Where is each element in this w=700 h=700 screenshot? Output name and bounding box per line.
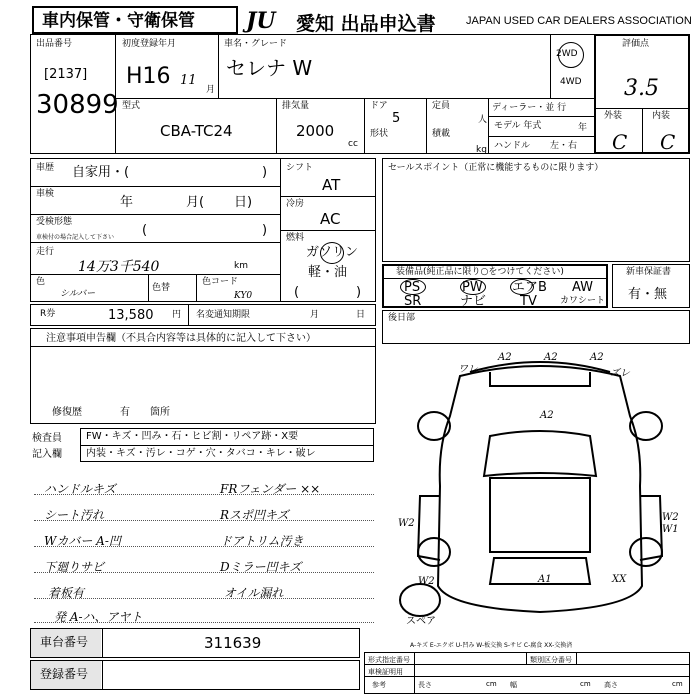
delivery-close: ) (262, 223, 268, 238)
certificate-label: 車検証明用 (368, 668, 403, 676)
note-left-6: 発 A-ハ、アヤト (54, 610, 143, 624)
note-right-1: FRフェンダー ×× (220, 482, 321, 496)
lot-bracket-number: [2137] (44, 67, 88, 82)
recycle-unit: 円 (172, 310, 182, 320)
fuel-light-oil: 軽・油 (308, 265, 348, 280)
divider (488, 116, 594, 117)
color-value: シルバー (60, 289, 96, 299)
post-box-label: 後日部 (388, 313, 416, 323)
rating-int-label: 内装 (652, 111, 671, 121)
diagram-legend: A-キズ E-エクボ U-凹み W-板交換 S-サビ C-腐食 XX-交換済 (410, 642, 573, 649)
registration-label: 初度登録年月 (122, 39, 177, 49)
use-close: ) (262, 165, 268, 180)
inspector-row-2: 内装・キズ・汚レ・コゲ・穴・タバコ・キレ・破レ (86, 448, 316, 459)
mark-a2-front-right: A2 (590, 352, 604, 363)
storage-badge-text: 車内保管・守衛保管 (42, 11, 195, 31)
registration-month: 11 (180, 73, 197, 88)
divider (80, 445, 374, 446)
org-title: 愛知 出品申込書 (296, 13, 436, 35)
mileage-label: 走行 (36, 247, 55, 257)
divider (364, 676, 690, 677)
caution-label: 注意事項申告欄（不具合内容等は具体的に記入して下さい） (46, 333, 316, 344)
model-label: 車名・グレード (224, 39, 288, 49)
equipment-tv: TV (520, 294, 537, 309)
fuel-other: ( (294, 285, 300, 300)
shift-label: シフト (286, 163, 314, 173)
inspection-label: 車検 (36, 189, 55, 199)
ju-logo (246, 8, 292, 32)
type-value: CBA-TC24 (160, 122, 233, 140)
mark-w2-left: W2 (398, 518, 415, 529)
color-code-label: 色コード (202, 277, 239, 287)
divider (576, 652, 577, 664)
equipment-ps: PS (404, 280, 421, 295)
divider (30, 346, 376, 347)
top-front (490, 372, 590, 386)
handle-options: 左・右 (550, 141, 578, 151)
ac-value: AC (320, 210, 341, 228)
color-label: 色 (36, 277, 46, 287)
displacement-value: 2000 (296, 122, 335, 140)
plate-label: 登録番号 (40, 667, 89, 681)
wheel-fr (630, 412, 662, 440)
delivery-label: 受検形態 (36, 217, 73, 227)
width-label: 幅 (510, 681, 517, 689)
car-damage-diagram (390, 346, 690, 636)
mark-w1-right: W1 (662, 524, 679, 535)
mark-w2-right: W2 (662, 512, 679, 523)
displacement-label: 排気量 (282, 101, 310, 111)
divider (102, 660, 103, 690)
note-left-5: 着板有 (48, 586, 85, 600)
note-right-5: オイル漏れ (224, 586, 284, 600)
rating-score: 3.5 (624, 76, 659, 101)
name-change-day: 日 (356, 310, 366, 320)
class-number-label: 類別区分番号 (530, 656, 572, 664)
fuel-other-close: ) (356, 285, 362, 300)
note-right-2: Rスポ凹キズ (220, 508, 289, 522)
mileage-unit: km (234, 261, 248, 271)
left-side (418, 496, 440, 560)
storage-badge (32, 6, 238, 34)
rating-label: 評価点 (622, 39, 650, 49)
chassis-label: 車台番号 (40, 635, 89, 649)
divider (30, 214, 280, 215)
divider (280, 196, 376, 197)
year-unit: 年 (578, 123, 588, 133)
sales-point-label: セールスポイント（正常に機能するものに限ります） (388, 163, 604, 173)
divider (488, 98, 489, 154)
mark-xx-rear-right: XX (612, 574, 627, 585)
divider (218, 34, 219, 98)
mark-crack: ワレ (458, 364, 478, 375)
rating-ext-label: 外装 (604, 111, 623, 121)
equipment-navi: ナビ (460, 294, 487, 309)
ac-label: 冷房 (286, 199, 305, 209)
equipment-pw: PW (462, 280, 483, 295)
delivery-note: 車検付の場合記入して下さい (36, 234, 115, 241)
wheel-rl (418, 538, 450, 566)
org-english: JAPAN USED CAR DEALERS ASSOCIATION (466, 15, 692, 27)
divider (642, 108, 643, 154)
model-name: セレナ W (226, 56, 313, 80)
divider (526, 652, 527, 664)
width-unit: cm (580, 680, 591, 688)
load-label: 積載 (432, 129, 451, 139)
mark-a2-front-center: A2 (544, 352, 558, 363)
model-year-label: モデル 年式 (494, 121, 542, 131)
divider (488, 136, 594, 137)
mark-a2-front-left: A2 (498, 352, 512, 363)
lot-number-label: 出品番号 (36, 39, 73, 49)
rating-int-value: C (660, 130, 676, 154)
mark-shift: ズレ (610, 368, 630, 379)
chassis-number: 311639 (204, 634, 262, 652)
name-change-label: 名変通知期限 (196, 310, 251, 320)
divider (196, 274, 197, 302)
divider (102, 628, 103, 658)
type-label: 型式 (122, 101, 141, 111)
spare-label: スペア (406, 616, 436, 627)
capacity-unit: 人 (478, 115, 488, 125)
recycle-amount: 13,580 (108, 308, 154, 323)
repair-value: 有 (120, 407, 130, 418)
color-code-value: KY0 (234, 291, 253, 301)
inspection-day: 日) (234, 195, 253, 210)
dealer-label: ディーラー・並 行 (492, 103, 567, 113)
warranty-label: 新車保証書 (626, 267, 672, 277)
note-left-4: 下廻りサビ (44, 560, 105, 574)
equipment-aw: AW (572, 280, 594, 295)
inspector-label-1: 検査員 (32, 433, 62, 444)
equipment-airbag: エアB (512, 280, 547, 295)
height-unit: cm (672, 680, 683, 688)
divider (426, 98, 427, 154)
repair-place: 箇所 (150, 407, 170, 418)
name-change-month: 月 (310, 310, 320, 320)
reference-label: 参考 (372, 681, 386, 689)
rating-ext-value: C (612, 130, 628, 154)
divider (550, 34, 551, 98)
divider (364, 98, 365, 154)
sales-point-box (382, 158, 690, 262)
inspector-row-1: FW・キズ・凹み・石・ヒビ割・リペア跡・X要 (86, 431, 299, 442)
windshield (484, 431, 596, 476)
capacity-label: 定員 (432, 101, 451, 111)
inspection-month: 月( (186, 195, 205, 210)
divider (116, 98, 594, 99)
mark-w2-rear-left: W2 (418, 576, 435, 587)
divider (30, 242, 280, 243)
shape-label: 形状 (370, 129, 389, 139)
equipment-kawa-seat: カワシート (560, 296, 606, 306)
mileage-value: 14万3千540 (78, 259, 160, 275)
height-label: 高さ (604, 681, 618, 689)
displacement-unit: cc (348, 139, 358, 149)
mark-a1-rear: A1 (538, 574, 552, 585)
repaint-label: 色替 (152, 283, 171, 293)
fuel-gasoline: ガソリン (306, 245, 359, 260)
use-value: 自家用・( (72, 165, 130, 180)
recycle-label: R券 (40, 309, 56, 319)
equipment-sr: SR (404, 294, 422, 309)
handwritten-notes (34, 470, 374, 630)
drive-4wd: 4WD (560, 77, 582, 87)
type-designation-label: 形式指定番号 (368, 656, 410, 664)
divider (364, 664, 690, 665)
note-line (34, 598, 374, 599)
inspection-year: 年 (120, 195, 134, 210)
doors-value: 5 (392, 111, 401, 126)
wheel-fl (418, 412, 450, 440)
right-side (640, 496, 662, 560)
load-unit: kg (476, 145, 487, 155)
note-left-1: ハンドルキズ (44, 482, 116, 496)
wheel-rr (630, 538, 662, 566)
fuel-label: 燃料 (286, 233, 305, 243)
note-left-2: シート汚れ (44, 508, 105, 522)
registration-month-unit: 月 (206, 85, 216, 95)
note-right-3: ドアトリム汚き (220, 534, 304, 548)
delivery-open: ( (142, 223, 148, 238)
divider (148, 274, 149, 302)
inspector-label-2: 記入欄 (32, 449, 62, 460)
equipment-label: 装備品(純正品に限り○をつけてください) (396, 267, 564, 277)
length-label: 長さ (418, 681, 432, 689)
ju-logo-text: JU (246, 8, 276, 34)
divider (276, 98, 277, 154)
dimension-box (364, 652, 690, 694)
note-left-3: Wカバー A-凹 (44, 534, 121, 548)
roof (490, 478, 590, 552)
shift-value: AT (322, 176, 341, 194)
registration-era-year: H16 (126, 64, 171, 89)
divider (280, 230, 376, 231)
divider (30, 274, 280, 275)
repair-label: 修復歴 (52, 407, 82, 418)
warranty-options: 有・無 (628, 287, 668, 302)
use-label: 車歴 (36, 163, 55, 173)
lot-number: 30899 (36, 90, 119, 120)
mark-a2-hood: A2 (540, 410, 554, 421)
divider (188, 304, 189, 326)
divider (30, 186, 280, 187)
doors-label: ドア (370, 101, 388, 111)
length-unit: cm (486, 680, 497, 688)
handle-label: ハンドル (494, 141, 531, 151)
note-right-4: Dミラー凹キズ (220, 560, 302, 574)
divider (414, 652, 415, 694)
post-box (382, 310, 690, 344)
drive-2wd: 2WD (556, 49, 578, 59)
